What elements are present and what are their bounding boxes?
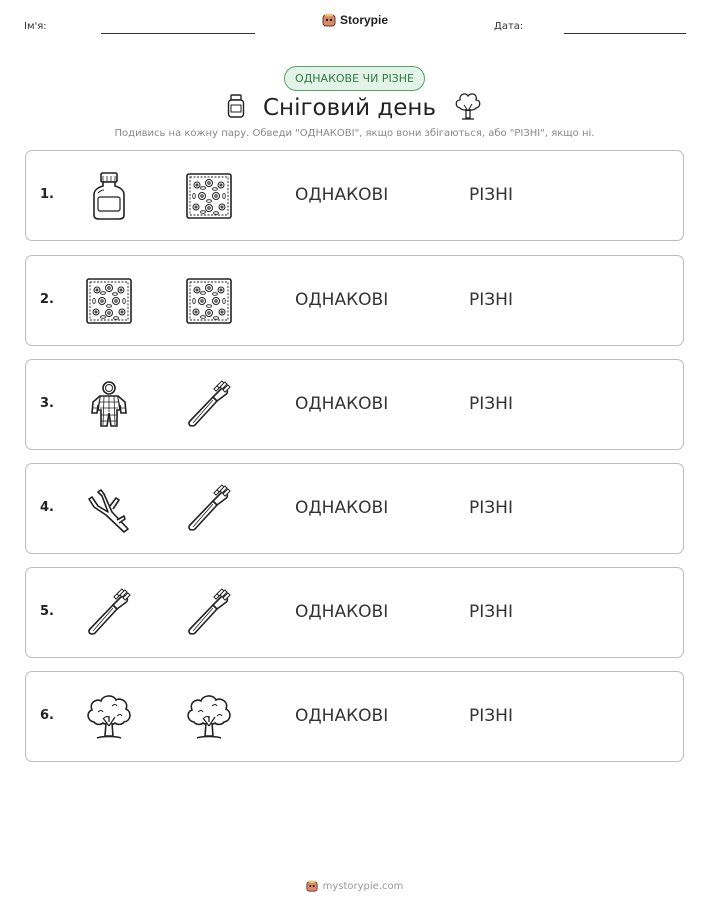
toothbrush-icon	[184, 484, 234, 534]
name-label: Ім'я:	[24, 21, 47, 32]
exercise-card	[25, 567, 684, 658]
exercise-card	[25, 255, 684, 346]
worksheet-type-badge: ОДНАКОВЕ ЧИ РІЗНЕ	[284, 66, 425, 91]
item-number: 6.	[40, 708, 54, 723]
title-row	[0, 91, 709, 125]
toothbrush-icon	[84, 588, 134, 638]
toothbrush-icon	[184, 380, 234, 430]
option-different[interactable]: РІЗНІ	[469, 185, 513, 205]
exercise-card	[25, 150, 684, 241]
option-different[interactable]: РІЗНІ	[469, 706, 513, 726]
storypie-mascot-icon	[322, 13, 336, 27]
option-same[interactable]: ОДНАКОВІ	[295, 602, 389, 622]
item-number: 3.	[40, 396, 54, 411]
option-same[interactable]: ОДНАКОВІ	[295, 185, 389, 205]
branch-icon	[84, 484, 134, 534]
quilt-icon	[184, 276, 234, 326]
tree-icon	[184, 692, 234, 742]
snowsuit-icon	[84, 380, 134, 430]
option-different[interactable]: РІЗНІ	[469, 290, 513, 310]
bottle-icon	[227, 94, 245, 122]
exercise-card	[25, 463, 684, 554]
exercise-card	[25, 671, 684, 762]
instructions: Подивись на кожну пару. Обведи "ОДНАКОВІ", якщо вони збігаються, або "РІЗНІ", якщо ні.	[114, 128, 595, 139]
item-number: 5.	[40, 604, 54, 619]
item-number: 2.	[40, 292, 54, 307]
exercise-card	[25, 359, 684, 450]
option-same[interactable]: ОДНАКОВІ	[295, 394, 389, 414]
item-number: 1.	[40, 187, 54, 202]
brand-logo	[322, 13, 388, 27]
quilt-icon	[84, 276, 134, 326]
toothbrush-icon	[184, 588, 234, 638]
name-line[interactable]	[101, 33, 255, 34]
option-same[interactable]: ОДНАКОВІ	[295, 498, 389, 518]
option-same[interactable]: ОДНАКОВІ	[295, 290, 389, 310]
option-same[interactable]: ОДНАКОВІ	[295, 706, 389, 726]
tree-icon	[454, 91, 482, 125]
bottle-icon	[84, 171, 134, 221]
footer-url[interactable]: mystorypie.com	[322, 880, 404, 892]
date-label: Дата:	[494, 21, 524, 32]
option-different[interactable]: РІЗНІ	[469, 498, 513, 518]
page-title: Сніговий день	[262, 95, 437, 121]
date-line[interactable]	[564, 33, 686, 34]
option-different[interactable]: РІЗНІ	[469, 602, 513, 622]
quilt-icon	[184, 171, 234, 221]
storypie-mascot-icon	[306, 880, 318, 892]
item-number: 4.	[40, 500, 54, 515]
option-different[interactable]: РІЗНІ	[469, 394, 513, 414]
tree-icon	[84, 692, 134, 742]
footer	[0, 880, 709, 892]
brand-name: Storypie	[340, 13, 389, 27]
